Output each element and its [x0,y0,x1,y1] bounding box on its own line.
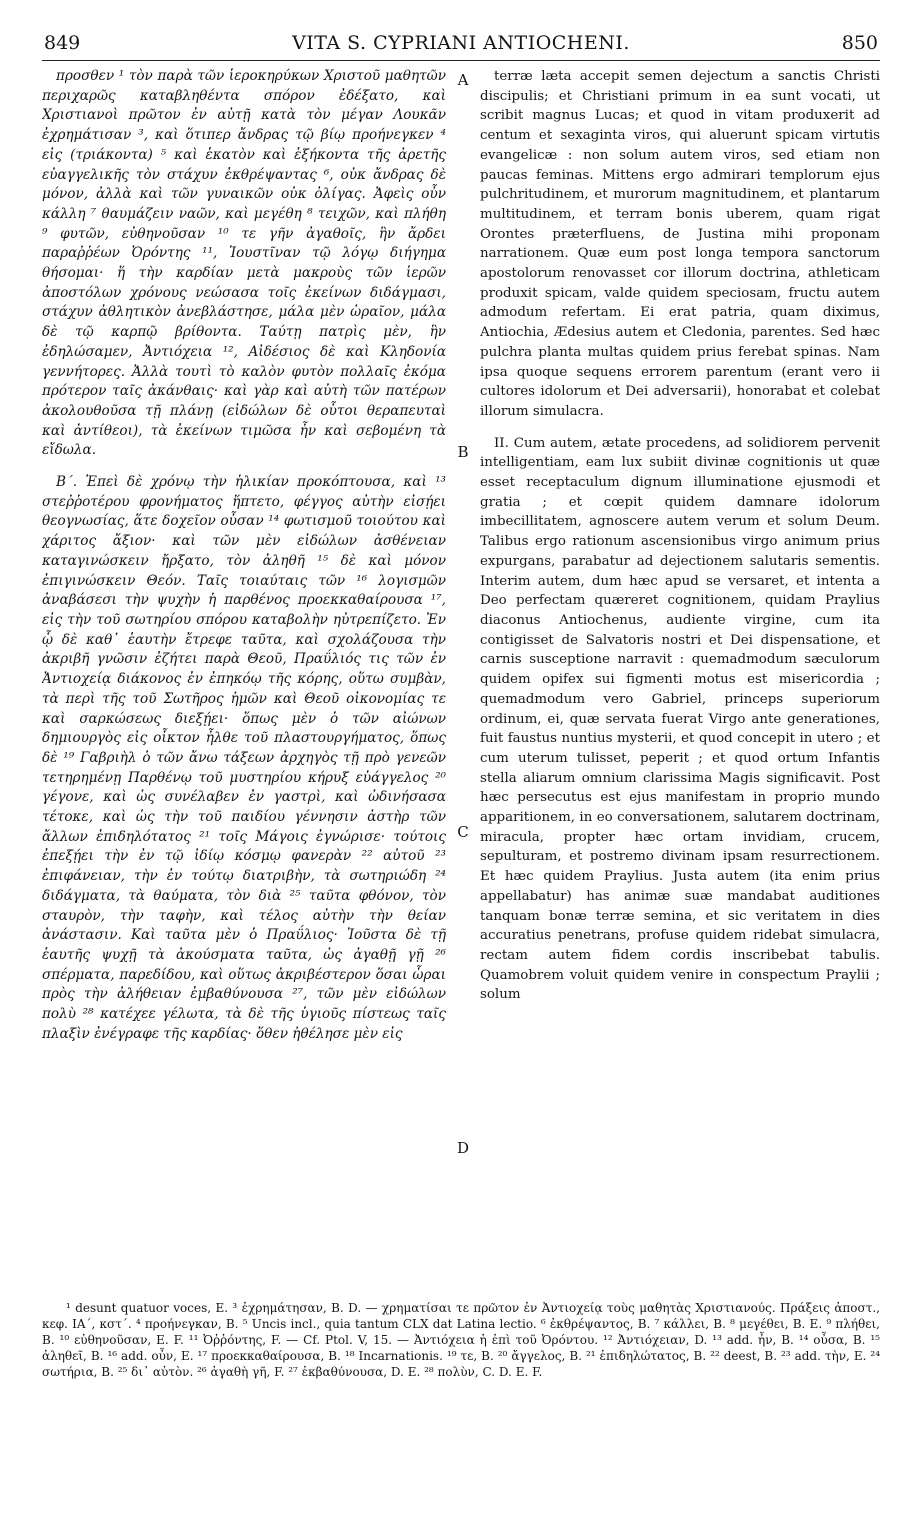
page-number-left: 849 [44,32,81,54]
footnotes-text: ¹ desunt quatuor voces, E. ³ ἐχρημάτησαν, B. D. — χρηματίσαι τε πρῶτον ἐν Ἀντιοχείᾳ τοὺς μαθητὰς Χριστιανούς. Πράξεις ἀποστ., κεφ. ΙΑ΄, κστ΄. ⁴ προήνεγκαν, B. ⁵ Uncis incl., quia tantum CLX dat Latina lectio. ⁶ ἐκθρέψαντος, B. ⁷ κάλλει, B. ⁸ μεγέθει, B. E. ⁹ πλήθει, B. ¹⁰ εὐθηνοῦσαν, E. F. ¹¹ Ὀῤῥόντης, F. — Cf. Ptol. V, 15. — Ἀντιόχεια ἡ ἐπὶ τοῦ Ὀρόντου. ¹² Ἀντιόχειαν, D. ¹³ add. ἦν, B. ¹⁴ οὖσα, B. ¹⁵ ἀληθεῖ, B. ¹⁶ add. οὖν, E. ¹⁷ προεκκαθαίρουσα, B. ¹⁸ Incarnationis. ¹⁹ τε, B. ²⁰ ἄγγελος, B. ²¹ ἐπιδηλώτατος, B. ²² deest, B. ²³ add. τὴν, E. ²⁴ σωτήρια, B. ²⁵ δι᾽ αὐτὸν. ²⁶ ἀγαθὴ γῆ, F. ²⁷ ἐκβαθύνουσα, D. E. ²⁸ πολὺν, C. D. E. F. [42,1301,880,1379]
footnotes [42,1300,880,1380]
latin-column [480,67,880,1301]
two-column-body [42,65,880,1301]
margin-letter-a: A [457,71,469,89]
greek-paragraph-2: Β΄. Ἐπεὶ δὲ χρόνῳ τὴν ἡλικίαν προκόπτουσα, καὶ ¹³ στεῤῥοτέρου φρονήματος ἥπτετο, φέγγος αὐτὴν εἰσῄει θεογνωσίας, ἅτε δοχεῖον οὖσαν ¹⁴ φωτισμοῦ τοιούτου καὶ χάριτος ἄξιον· καὶ τῶν μὲν εἰδώλων ἀσθένειαν καταγινώσκειν ἤρξατο, τὸν ἀληθῆ ¹⁵ δὲ καὶ μόνον ἐπιγινώσκειν Θεόν. Ταῖς τοιαύταις τῶν ¹⁶ λογισμῶν ἀναβάσεσι τὴν ψυχὴν ἡ παρθένος προεκκαθαίρουσα ¹⁷, εἰς τὴν τοῦ σωτηρίου σπόρου καταβολὴν ηὐτρεπίζετο. Ἐν ᾧ δὲ καθ᾽ ἑαυτὴν ἔτρεφε ταῦτα, καὶ σχολάζουσα τὴν ἀκριβῆ γνῶσιν ἐζήτει παρὰ Θεοῦ, Πραΰλιός τις τῶν ἐν Ἀντιοχείᾳ διάκονος ἐν ἐπηκόῳ τῆς κόρης, οὕτω συμβὰν, τὰ περὶ τῆς τοῦ Σωτῆρος ἡμῶν καὶ Θεοῦ οἰκονομίας τε καὶ σαρκώσεως διεξῄει· ὅπως μὲν ὁ τῶν αἰώνων δημιουργὸς εἰς οἶκτον ἦλθε τοῦ πλαστουργήματος, ὅπως δὲ ¹⁹ Γαβριὴλ ὁ τῶν ἄνω τάξεων ἀρχηγὸς τῇ πρὸ γενεῶν τετηρημένῃ Παρθένῳ τοῦ μυστηρίου κήρυξ εὐάγγελος ²⁰ γέγονε, καὶ ὡς συνέλαβεν ἐν γαστρὶ, καὶ ὠδινήσασα τέτοκε, καὶ ὡς τὴν τοῦ παιδίου γέννησιν ἀστὴρ τῶν ἄλλων ἐπιδηλότατος ²¹ τοῖς Μάγοις ἐγνώρισε· τούτοις ἐπεξῄει τὴν ἐν τῷ ἰδίῳ κόσμῳ φανερὰν ²² αὐτοῦ ²³ ἐπιφάνειαν, τὴν ἐν τούτῳ διατριβὴν, τὰ σωτηριώδη ²⁴ διδάγματα, τὰ θαύματα, τὸν διὰ ²⁵ ταῦτα φθόνον, τὸν σταυρὸν, τὴν ταφὴν, καὶ τέλος αὐτὴν τὴν θείαν ἀνάστασιν. Καὶ ταῦτα μὲν ὁ Πραΰλιος· Ἰοῦστα δὲ τῇ ἑαυτῆς ψυχῇ τὰ ἀκούσματα ταῦτα, ὡς ἀγαθῇ γῇ ²⁶ σπέρματα, παρεδίδου, καὶ οὕτως ἀκριβέστερον ὅσαι ὧραι πρὸς τὴν ἀλήθειαν ἐμβαθύνουσα ²⁷, τῶν μὲν εἰδώλων πολὺ ²⁸ κατέχεε γέλωτα, τὰ δὲ τῆς ὑγιοῦς πίστεως ταῖς πλαξὶν ἐνέγραφε τῆς καρδίας· ὅθεν ἠθέλησε μὲν εἰς [42,474,446,1042]
margin-letter-c: C [457,823,469,841]
margin-letter-b: B [457,443,469,461]
latin-paragraph-2: II. Cum autem, ætate procedens, ad solidiorem pervenit intelligentiam, eam lux subiit divinæ cognitionis ut quæ esset receptaculum dignum illuminatione ejusmodi et gratia ; et cœpit quidem damnare idolorum imbecillitatem, agnoscere autem verum et solum Deum. Talibus ergo rationum ascensionibus virgo animum prius expurgans, parabatur ad dejectionem salutaris sementis. Interim autem, dum hæc apud se versaret, et intenta a Deo perfectam quæreret cognitionem, quidam Praylius diaconus Antiochenus, audiente virgine, cum ita contigisset de Salvatoris nostri et Dei dispensatione, et carnis susceptione narravit : quemadmodum sæculorum quidem opifex sui figmenti motus est misericordia ; quemadmodum vero Gabriel, princeps superiorum ordinum, ei, quæ servata fuerat Virgo ante generationes, fuit faustus nuntius mysterii, et quod concepit in utero ; et cum uterum tulisset, peperit ; et quod ortum Infantis stella aliarum omnium clarissima Magis significavit. Post hæc persecutus est ejus manifestam in proprio mundo apparitionem, in eo conversationem, salutarem doctrinam, miracula, propter hæc ortam invidiam, crucem, sepulturam, et postremo divinam ipsam resurrectionem. Et hæc quidem Praylius. Justa autem (ita enim prius appellabatur) has animæ suæ mandabat auditiones tanquam bonæ terræ semina, et sic veritatem in dies accuratius penetrans, profuse quidem ridebat simulacra, rectam autem fidem cordis inscribebat tabulis. Quamobrem voluit quidem venire in conspectum Praylii ; solum [480,435,880,1003]
page-number-right: 850 [841,32,878,54]
greek-paragraph-1: προσθεν ¹ τὸν παρὰ τῶν ἱεροκηρύκων Χριστοῦ μαθητῶν περιχαρῶς καταβληθέντα σπόρον ἐδέξατο, καὶ Χριστιανοὶ πρῶτον ἐν αὐτῇ κατὰ τὸν μέγαν Λουκᾶν ἐχρημάτισαν ³, καὶ ὅτιπερ ἄνδρας τῷ βίῳ προήνεγκεν ⁴ εἰς (τριάκοντα) ⁵ καὶ ἑκατὸν καὶ ἑξήκοντα τῆς ἀρετῆς εὐαγγελικῆς τὸν στάχυν ἐκθρέψαντας ⁶, οὐκ ἄνδρας δὲ μόνον, ἀλλὰ καὶ τῶν γυναικῶν οὐκ ὀλίγας. Ἀφεὶς οὖν κάλλη ⁷ θαυμάζειν ναῶν, καὶ μεγέθη ⁸ τειχῶν, καὶ πλήθη ⁹ φυτῶν, εὐθηνοῦσαν ¹⁰ τε γῆν ἀγαθοῖς, ἣν ἄρδει παραῤῥέων Ὀρόντης ¹¹, Ἰουστῖναν τῷ λόγῳ διήγημα θήσομαι· ἥ τὴν καρδίαν μετὰ μακροὺς τῶν ἱερῶν ἀποστόλων χρόνους νεώσασα τοῖς ἐκείνων διδάγμασι, στάχυν ἀθλητικὸν ἀνεβλάστησε, μάλα μὲν ὡραῖον, μάλα δὲ τῷ καρπῷ βρίθοντα. Ταύτῃ πατρὶς μὲν, ἣν ἐδηλώσαμεν, Ἀντιόχεια ¹², Αἰδέσιος δὲ καὶ Κληδονία γεννήτορες. Ἀλλὰ τουτὶ τὸ καλὸν φυτὸν πολλαῖς ἐκόμα πρότερον ταῖς ἀκάνθαις· καὶ γὰρ καὶ αὐτὴ τῶν πατέρων ἀκολουθοῦσα τῇ πλάνῃ (εἰδώλων δὲ οὗτοι θεραπευταὶ καὶ ἀντίθεοι), τὰ ἐκείνων τιμῶσα ἦν καὶ σεβομένη τὰ εἴδωλα. [42,68,446,459]
greek-column [42,67,446,1301]
running-header [42,30,880,61]
running-title: VITA S. CYPRIANI ANTIOCHENI. [292,32,630,54]
latin-paragraph-1: terræ læta accepit semen dejectum a sanctis Christi discipulis; et Christiani primum in ea sunt vocati, ut scribit magnus Lucas; et quod in vitam produxerit ad centum et sexaginta viros, qui aluerunt spicam virtutis evangelicæ : non solum autem viros, sed etiam non paucas feminas. Mittens ergo admirari templorum ejus pulchritudinem, et murorum magnitudinem, et plantarum multitudinem, et terram bonis uberem, quam rigat Orontes præterfluens, de Justina mihi proponam narrationem. Quæ eum post longa tempora sanctorum apostolorum renovasset cor illorum doctrina, athleticam produxit spicam, valde quidem speciosam, fructu autem admodum refertam. Ei erat patria, quam diximus, Antiochia, Ædesius autem et Cledonia, parentes. Sed hæc pulchra planta multas quidem prius ferebat spinas. Nam ipsa quoque sequens errorem parentum (erant vero ii cultores idolorum et Dei adversarii), honorabat et colebat illorum simulacra. [480,69,880,419]
margin-letter-d: D [456,1139,470,1157]
